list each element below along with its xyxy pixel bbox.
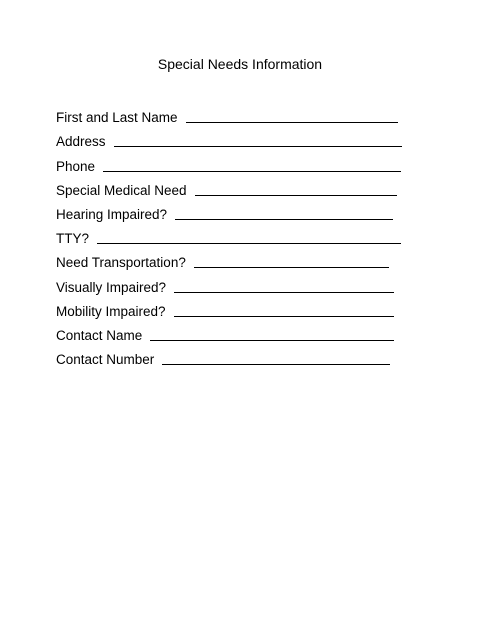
fill-in-line-first-and-last-name[interactable] — [186, 122, 398, 123]
field-label-contact-number: Contact Number — [56, 352, 155, 368]
fill-in-line-address[interactable] — [114, 146, 402, 147]
field-label-first-and-last-name: First and Last Name — [56, 110, 178, 126]
form-row-hearing-impaired — [56, 200, 416, 224]
form-row-tty — [56, 224, 416, 248]
form-row-phone — [56, 151, 416, 175]
field-label-hearing-impaired: Hearing Impaired? — [56, 206, 168, 222]
field-label-visually-impaired: Visually Impaired? — [56, 279, 167, 295]
field-label-phone: Phone — [56, 158, 96, 174]
form-row-visually-impaired — [56, 272, 416, 296]
form-row-contact-name — [56, 321, 416, 345]
form-row-first-and-last-name — [56, 103, 416, 127]
fill-in-line-mobility-impaired[interactable] — [174, 316, 394, 317]
fill-in-line-tty[interactable] — [97, 243, 401, 244]
fill-in-line-need-transportation[interactable] — [194, 267, 389, 268]
fill-in-line-hearing-impaired[interactable] — [175, 219, 393, 220]
form-row-mobility-impaired — [56, 297, 416, 321]
fill-in-line-special-medical-need[interactable] — [195, 195, 397, 196]
fill-in-line-visually-impaired[interactable] — [174, 292, 394, 293]
form-row-contact-number — [56, 345, 416, 369]
fill-in-line-contact-name[interactable] — [150, 340, 394, 341]
special-needs-form — [56, 103, 416, 369]
field-label-tty: TTY? — [56, 231, 90, 247]
fill-in-line-phone[interactable] — [103, 171, 401, 172]
fill-in-line-contact-number[interactable] — [162, 364, 390, 365]
form-row-need-transportation — [56, 248, 416, 272]
form-row-address — [56, 127, 416, 151]
field-label-special-medical-need: Special Medical Need — [56, 182, 187, 198]
field-label-mobility-impaired: Mobility Impaired? — [56, 303, 166, 319]
field-label-contact-name: Contact Name — [56, 327, 143, 343]
form-row-special-medical-need — [56, 176, 416, 200]
field-label-need-transportation: Need Transportation? — [56, 255, 186, 271]
document-title: Special Needs Information — [157, 56, 323, 72]
field-label-address: Address — [56, 134, 106, 150]
